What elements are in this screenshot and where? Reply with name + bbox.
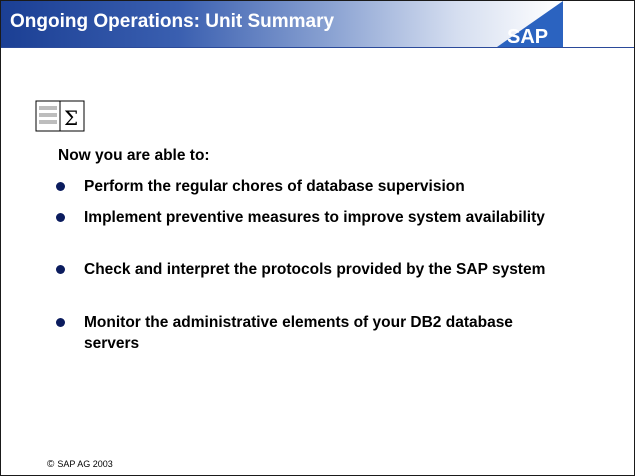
footer-copyright bbox=[47, 459, 113, 470]
bullet-dot-icon bbox=[56, 213, 65, 222]
header-divider bbox=[1, 47, 634, 48]
copyright-icon: © bbox=[47, 459, 55, 470]
footer-text: SAP AG 2003 bbox=[57, 459, 113, 469]
bullet-text: Implement preventive measures to improve system availability bbox=[84, 209, 545, 226]
bullet-dot-icon bbox=[56, 318, 65, 327]
summary-sigma-icon bbox=[35, 99, 87, 133]
bullet-text: Perform the regular chores of database supervision bbox=[84, 178, 465, 195]
sap-logo-text: SAP bbox=[507, 26, 549, 47]
bullet-text: Check and interpret the protocols provided by the SAP system bbox=[84, 261, 546, 278]
intro-text: Now you are able to: bbox=[58, 147, 210, 164]
bullet-dot-icon bbox=[56, 265, 65, 274]
bullet-dot-icon bbox=[56, 182, 65, 191]
page-title: Ongoing Operations: Unit Summary bbox=[10, 11, 335, 32]
svg-text:Σ: Σ bbox=[64, 106, 79, 130]
sap-logo bbox=[497, 1, 563, 47]
bullet-text: Monitor the administrative elements of your DB2 database servers bbox=[84, 314, 513, 352]
